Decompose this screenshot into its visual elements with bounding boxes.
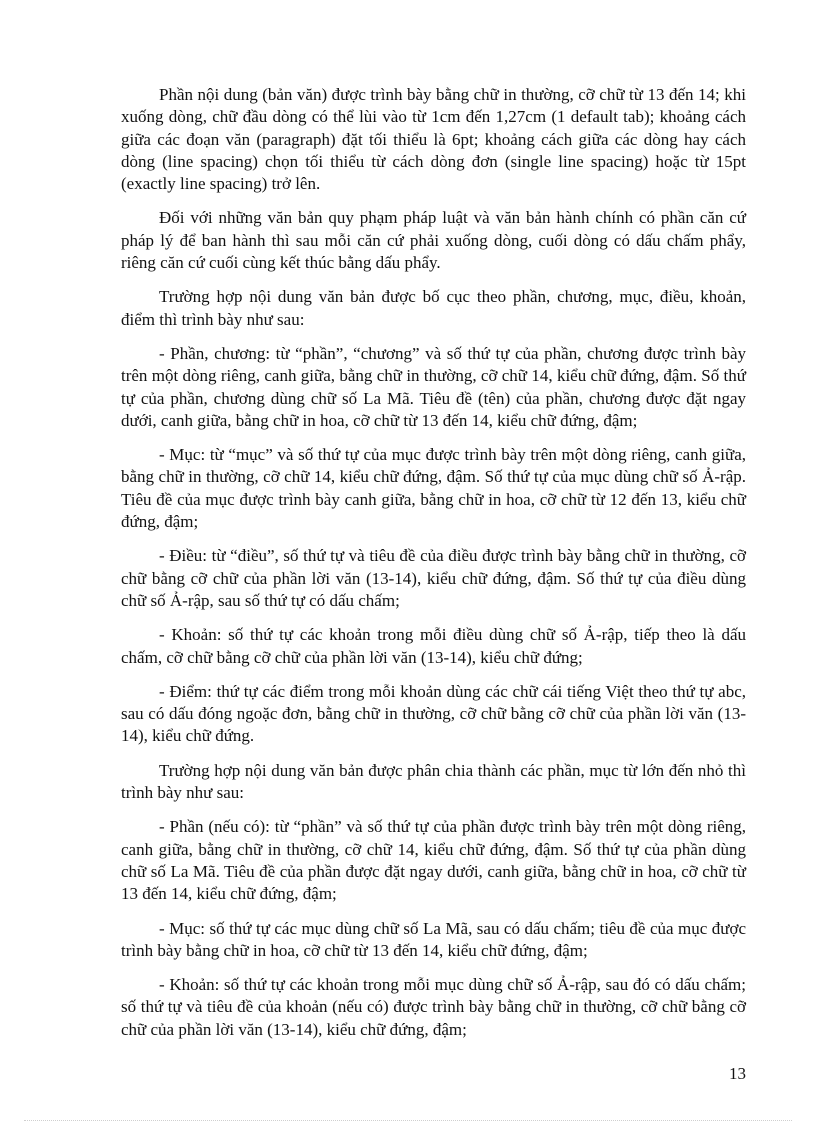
list-item-clause-arabic: - Khoản: số thứ tự các khoản trong mỗi mục dùng chữ số Ả-rập, sau đó có dấu chấm; số thứ tự và tiêu đề của khoản (nếu có) được trình bày bằng chữ in thường, cỡ chữ bằng cỡ chữ của phần lời văn (13-14), kiểu chữ đứng, đậm; bbox=[121, 975, 746, 1039]
paragraph-body-content-format: Phần nội dung (bản văn) được trình bày bằng chữ in thường, cỡ chữ từ 13 đến 14; khi xuống dòng, chữ đầu dòng có thể lùi vào từ 1cm đến 1,27cm (1 default tab); khoảng cách giữa các đoạn văn (paragraph) đặt tối thiểu là 6pt; khoảng cách giữa các dòng hay cách dòng (line spacing) chọn tối thiểu từ cách dòng đơn (single line spacing) hoặc từ 15pt (exactly line spacing) trở lên. bbox=[121, 85, 746, 194]
paragraph-layout-by-part-intro: Trường hợp nội dung văn bản được phân chia thành các phần, mục từ lớn đến nhỏ thì trình bày như sau: bbox=[121, 760, 746, 803]
list-item-part-chapter: - Phần, chương: từ “phần”, “chương” và số thứ tự của phần, chương được trình bày trên một dòng riêng, canh giữa, bằng chữ in thường, cỡ chữ 14, kiểu chữ đứng, đậm. Số thứ tự của phần, chương dùng chữ số La Mã. Tiêu đề (tên) của phần, chương được đặt ngay dưới, canh giữa, bằng chữ in hoa, cỡ chữ từ 13 đến 14, kiểu chữ đứng, đậm; bbox=[121, 343, 746, 430]
list-item-section: - Mục: từ “mục” và số thứ tự của mục được trình bày trên một dòng riêng, canh giữa, bằng chữ in thường, cỡ chữ 14, kiểu chữ đứng, đậm. Số thứ tự của mục dùng chữ số Ả-rập. Tiêu đề của mục được trình bày canh giữa, bằng chữ in hoa, cỡ chữ từ 12 đến 13, kiểu chữ đứng, đậm; bbox=[121, 445, 746, 532]
list-item-article: - Điều: từ “điều”, số thứ tự và tiêu đề của điều được trình bày bằng chữ in thường, cỡ chữ bằng cỡ chữ của phần lời văn (13-14), kiểu chữ đứng, đậm. Số thứ tự của điều dùng chữ số Ả-rập, sau số thứ tự có dấu chấm; bbox=[121, 546, 746, 610]
paragraph-legal-basis: Đối với những văn bản quy phạm pháp luật và văn bản hành chính có phần căn cứ pháp lý để ban hành thì sau mỗi căn cứ phải xuống dòng, cuối dòng có dấu chấm phẩy, riêng căn cứ cuối cùng kết thúc bằng dấu phẩy. bbox=[121, 208, 746, 273]
list-item-clause: - Khoản: số thứ tự các khoản trong mỗi điều dùng chữ số Ả-rập, tiếp theo là dấu chấm, cỡ chữ bằng cỡ chữ của phần lời văn (13-14), kiểu chữ đứng; bbox=[121, 625, 746, 667]
paragraph-layout-by-chapter-intro: Trường hợp nội dung văn bản được bố cục theo phần, chương, mục, điều, khoản, điểm thì trình bày như sau: bbox=[121, 287, 746, 329]
page-number: 13 bbox=[729, 1064, 746, 1083]
list-item-point: - Điểm: thứ tự các điểm trong mỗi khoản dùng các chữ cái tiếng Việt theo thứ tự abc, sau có dấu đóng ngoặc đơn, bằng chữ in thường, cỡ chữ bằng cỡ chữ của phần lời văn (13-14), kiểu chữ đứng. bbox=[121, 681, 746, 746]
page-bottom-divider bbox=[24, 1120, 792, 1121]
document-body bbox=[121, 84, 746, 1053]
list-item-part: - Phần (nếu có): từ “phần” và số thứ tự của phần được trình bày trên một dòng riêng, canh giữa, bằng chữ in thường, cỡ chữ 14, kiểu chữ đứng, đậm. Số thứ tự của phần dùng chữ số La Mã. Tiêu đề của phần được đặt ngay dưới, canh giữa, bằng chữ in hoa, cỡ chữ từ 13 đến 14, kiểu chữ đứng, đậm; bbox=[121, 817, 746, 904]
list-item-section-roman: - Mục: số thứ tự các mục dùng chữ số La Mã, sau có dấu chấm; tiêu đề của mục được trình bày bằng chữ in hoa, cỡ chữ từ 13 đến 14, kiểu chữ đứng, đậm; bbox=[121, 918, 746, 960]
